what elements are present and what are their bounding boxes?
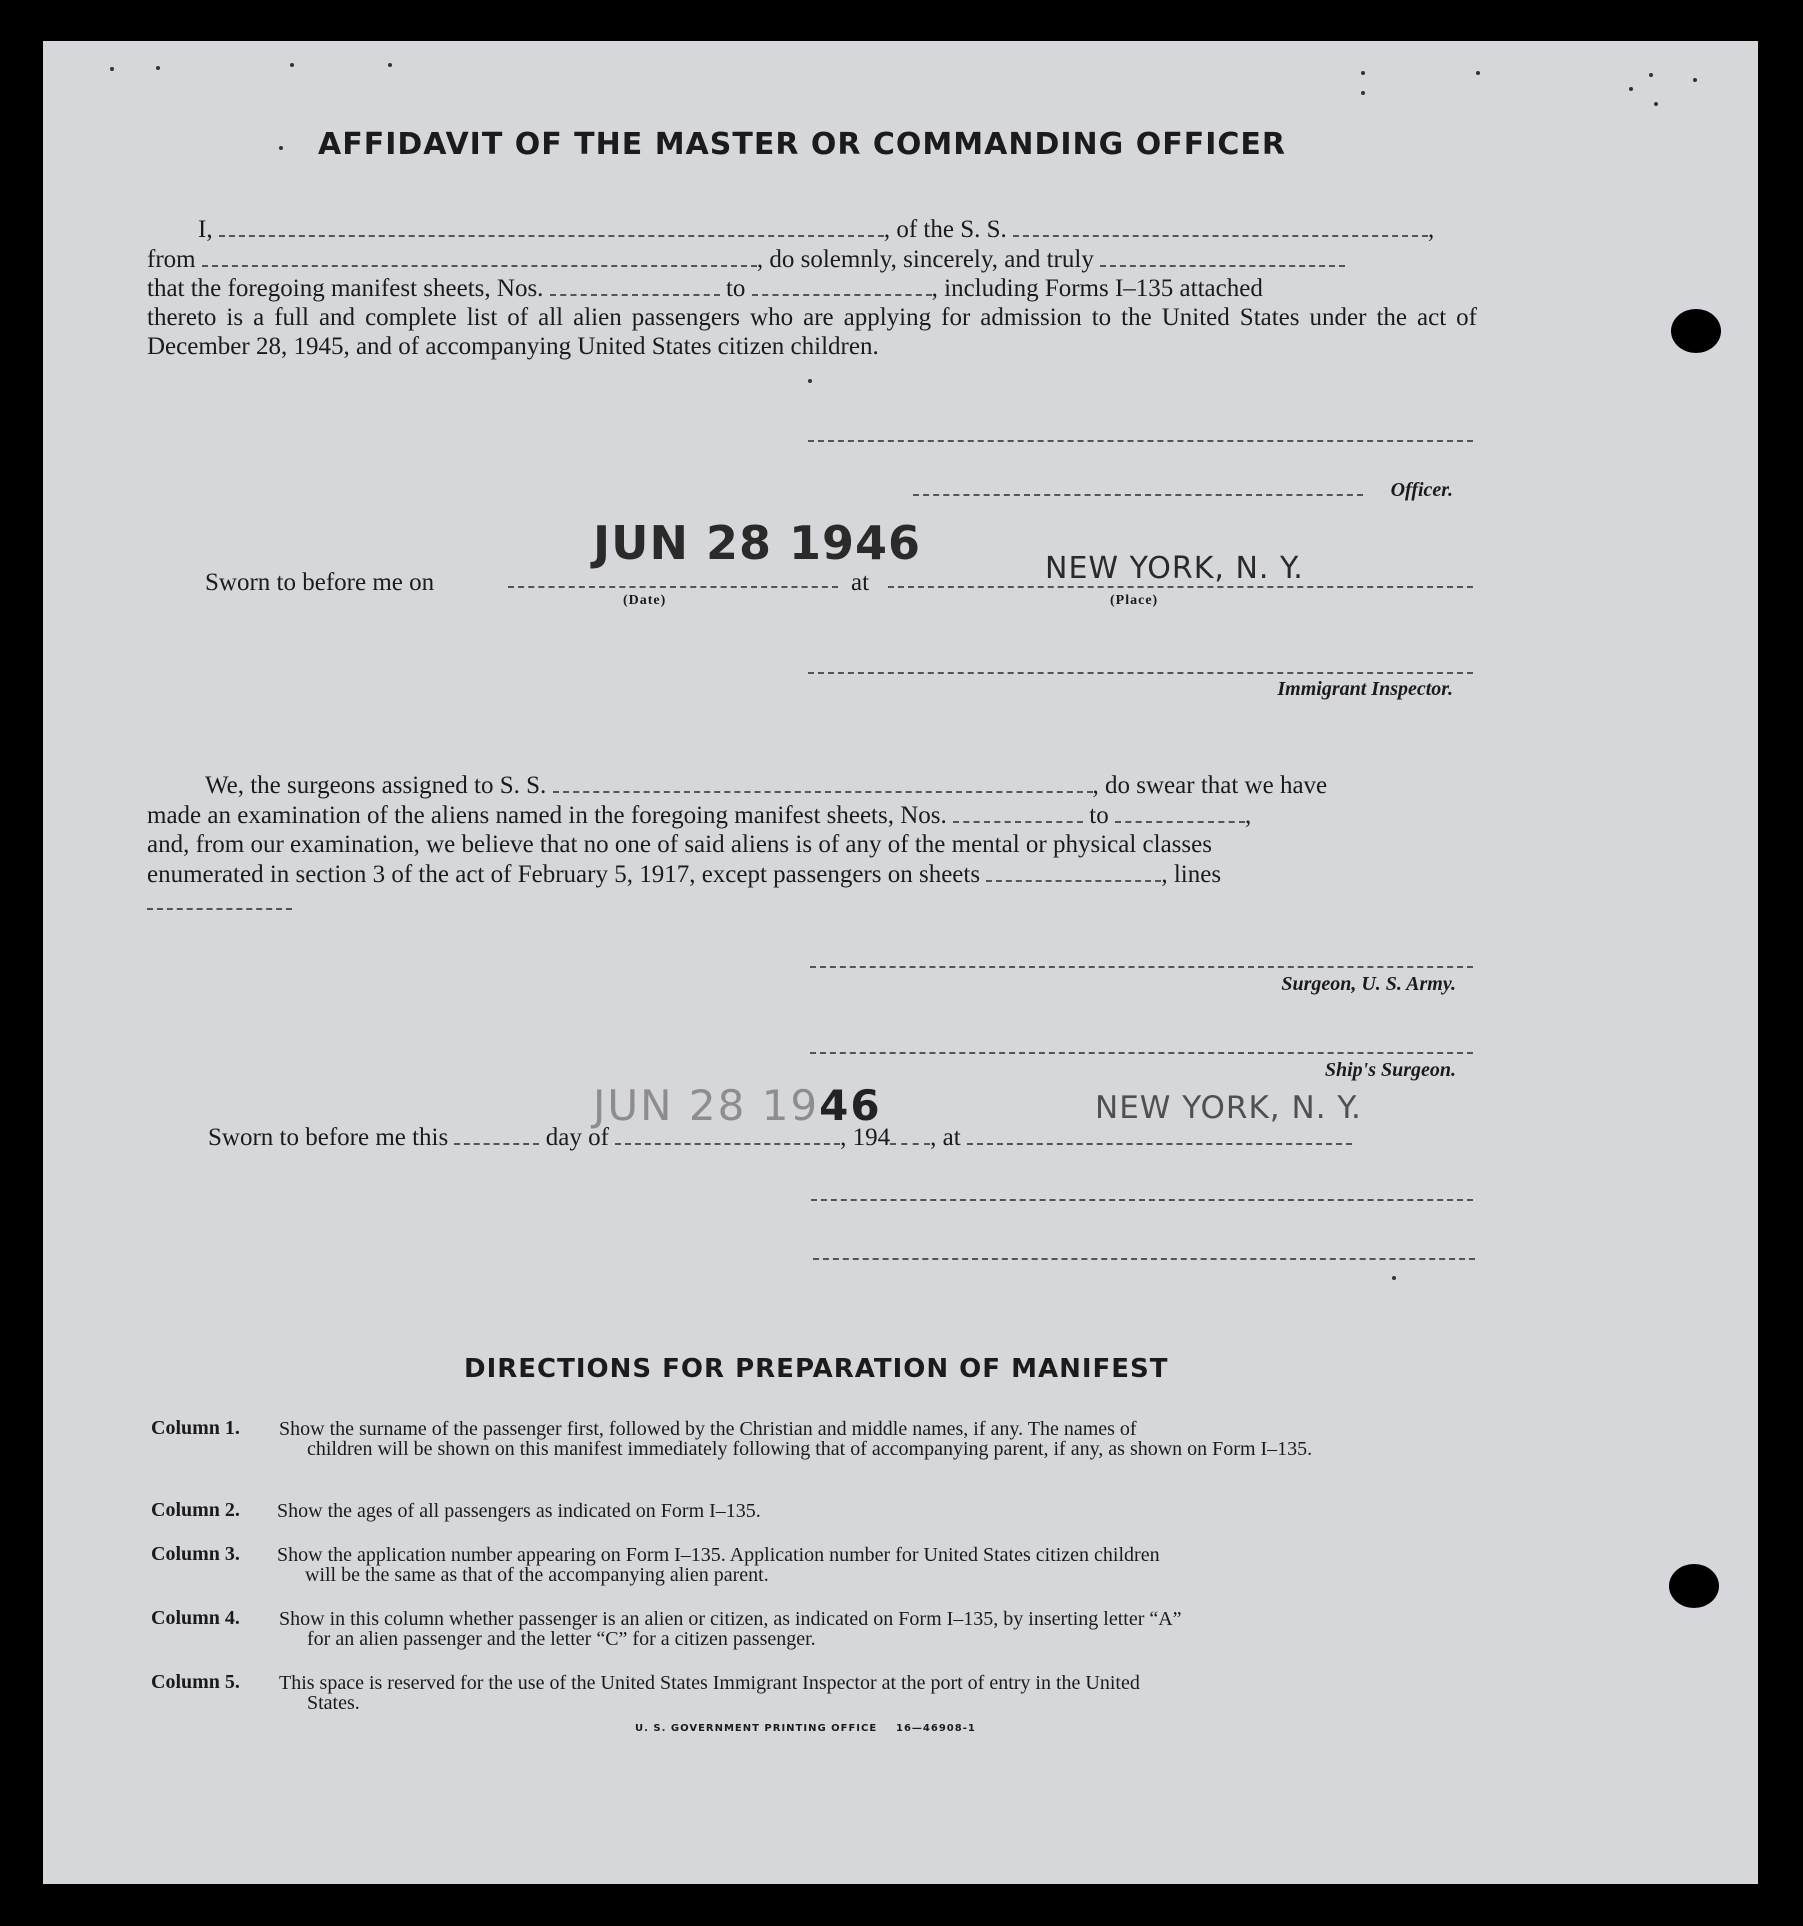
sworn-2-year-field[interactable] (890, 1123, 930, 1145)
surgeons-line-2 (147, 801, 1251, 830)
scan-speck (388, 63, 392, 67)
affidavit-title: AFFIDAVIT OF THE MASTER OR COMMANDING OFFICER (318, 127, 1286, 162)
inspector-label: Immigrant Inspector. (1277, 678, 1453, 700)
master-line-1 (198, 215, 1434, 244)
officer-signature-line-1[interactable] (808, 440, 1473, 442)
except-lines-field[interactable] (147, 908, 292, 910)
scan-speck (1649, 73, 1653, 77)
text-lines: , lines (1161, 861, 1222, 888)
column-5-label: Column 5. (151, 1671, 240, 1693)
scan-speck (1392, 1276, 1396, 1280)
text-day-of: day of (545, 1124, 609, 1151)
column-1-label: Column 1. (151, 1417, 240, 1439)
text-swear: , do swear that we have (1092, 772, 1328, 799)
sworn-2-line (208, 1123, 1352, 1152)
text-year: , 194 (840, 1124, 891, 1151)
text-sworn-this: Sworn to before me this (208, 1124, 449, 1151)
column-2-text (277, 1501, 1471, 1521)
place-caption: (Place) (1110, 593, 1159, 608)
oath-field[interactable] (1100, 245, 1345, 267)
document-page (43, 41, 1758, 1884)
sworn-1-date-line[interactable] (508, 586, 838, 588)
scan-speck (808, 379, 812, 383)
text-comma-2: , (1244, 802, 1252, 829)
scan-speck (1654, 102, 1658, 106)
surgeons-sheets-from-field[interactable] (953, 801, 1083, 823)
scan-speck (1361, 71, 1365, 75)
date-stamp-1: JUN 28 1946 (593, 516, 922, 570)
master-name-field[interactable] (219, 215, 884, 237)
text-solemnly: , do solemnly, sincerely, and truly (756, 246, 1094, 273)
except-sheets-field[interactable] (986, 860, 1161, 882)
column-3-label: Column 3. (151, 1543, 240, 1565)
sworn-2-signature-line-2[interactable] (813, 1258, 1475, 1260)
column-5-text (279, 1673, 1473, 1713)
surgeons-ship-field[interactable] (553, 771, 1093, 793)
text-at-2: , at (930, 1124, 961, 1151)
sworn-2-month-field[interactable] (615, 1123, 840, 1145)
scan-speck (1476, 71, 1480, 75)
army-surgeon-signature-line[interactable] (810, 966, 1473, 968)
column-1-rest: children will be shown on this manifest immediately following that of accompanying parent, if any, as shown on Form I–135. (307, 1438, 1313, 1460)
text-made: made an examination of the aliens named in the foregoing manifest sheets, Nos. (147, 802, 947, 829)
master-line-2 (147, 245, 1345, 274)
inspector-signature-line[interactable] (808, 672, 1473, 674)
column-4-label: Column 4. (151, 1607, 240, 1629)
sheets-to-field[interactable] (752, 274, 932, 296)
footer-printer: U. S. GOVERNMENT PRINTING OFFICE (635, 1723, 878, 1734)
date-stamp-2-faint: JUN 28 19 (593, 1081, 820, 1130)
text-we: We, the surgeons assigned to S. S. (205, 772, 547, 799)
text-from: from (147, 246, 196, 273)
departure-port-field[interactable] (202, 245, 757, 267)
column-1-first: Show the surname of the passenger first, followed by the Christian and middle names, if any. The names of (279, 1418, 1137, 1440)
punch-hole-top (1671, 309, 1721, 353)
column-5-rest: States. (307, 1692, 360, 1714)
text-enumerated: enumerated in section 3 of the act of February 5, 1917, except passengers on sheets (147, 861, 981, 888)
column-3-first: Show the application number appearing on Form I–135. Application number for United States citizen children (277, 1544, 1160, 1566)
place-stamp-1: NEW YORK, N. Y. (1045, 551, 1304, 586)
sworn-2-day-field[interactable] (454, 1123, 539, 1145)
master-line-3 (147, 274, 1263, 303)
scan-speck (1361, 91, 1365, 95)
column-2-label: Column 2. (151, 1499, 240, 1521)
text-to: to (725, 275, 746, 302)
place-stamp-2: NEW YORK, N. Y. (1095, 1090, 1362, 1126)
punch-hole-bottom (1669, 1564, 1719, 1608)
scan-speck (1693, 78, 1697, 82)
ship-surgeon-label: Ship's Surgeon. (1324, 1059, 1456, 1081)
scan-speck (156, 66, 160, 70)
footer-code: 16—46908-1 (896, 1723, 976, 1734)
scan-speck (1629, 87, 1633, 91)
text-including: , including Forms I–135 attached (931, 275, 1263, 302)
officer-label: Officer. (1390, 479, 1453, 501)
sworn-2-signature-line-1[interactable] (811, 1199, 1473, 1201)
officer-signature-line-2[interactable] (913, 494, 1363, 496)
text-comma: , (1428, 216, 1435, 243)
ship-name-field[interactable] (1013, 215, 1428, 237)
sworn-1-place-line[interactable] (888, 586, 1473, 588)
text-i: I, (198, 216, 213, 243)
surgeons-line-1 (205, 771, 1327, 800)
scan-speck (279, 146, 283, 150)
date-stamp-2-year: 46 (819, 1081, 882, 1130)
text-to-2: to (1089, 802, 1109, 829)
sworn-1-prefix: Sworn to before me on (205, 569, 435, 596)
sheets-from-field[interactable] (550, 274, 720, 296)
column-4-text (279, 1609, 1473, 1649)
sworn-1-at: at (851, 569, 870, 596)
column-4-rest: for an alien passenger and the letter “C” for a citizen passenger. (307, 1628, 816, 1650)
column-4-first: Show in this column whether passenger is an alien or citizen, as indicated on Form I–135, by inserting letter “A” (279, 1608, 1182, 1630)
surgeons-sheets-to-field[interactable] (1115, 801, 1245, 823)
surgeons-line-4 (147, 860, 1221, 889)
column-1-text (279, 1419, 1473, 1459)
scan-speck (290, 63, 294, 67)
date-caption: (Date) (623, 593, 667, 608)
directions-title: DIRECTIONS FOR PREPARATION OF MANIFEST (464, 1354, 1169, 1384)
column-5-first: This space is reserved for the use of the United States Immigrant Inspector at the port of entry in the United (279, 1672, 1140, 1694)
text-of-ss: , of the S. S. (883, 216, 1007, 243)
column-2-first: Show the ages of all passengers as indicated on Form I–135. (277, 1500, 761, 1522)
army-surgeon-label: Surgeon, U. S. Army. (1281, 973, 1456, 995)
surgeons-line-3: and, from our examination, we believe that no one of said aliens is of any of the mental or physical classes (147, 831, 1212, 858)
ship-surgeon-signature-line[interactable] (810, 1052, 1473, 1054)
column-3-text (277, 1545, 1473, 1585)
scan-speck (110, 67, 114, 71)
text-that: that the foregoing manifest sheets, Nos. (147, 275, 544, 302)
sworn-2-place-field[interactable] (967, 1123, 1352, 1145)
column-3-rest: will be the same as that of the accompanying alien parent. (305, 1564, 769, 1586)
master-paragraph-rest: thereto is a full and complete list of all alien passengers who are applying for admission to the United States under the act of December 28, 1945, and of accompanying United States citizen children. (147, 304, 1477, 360)
